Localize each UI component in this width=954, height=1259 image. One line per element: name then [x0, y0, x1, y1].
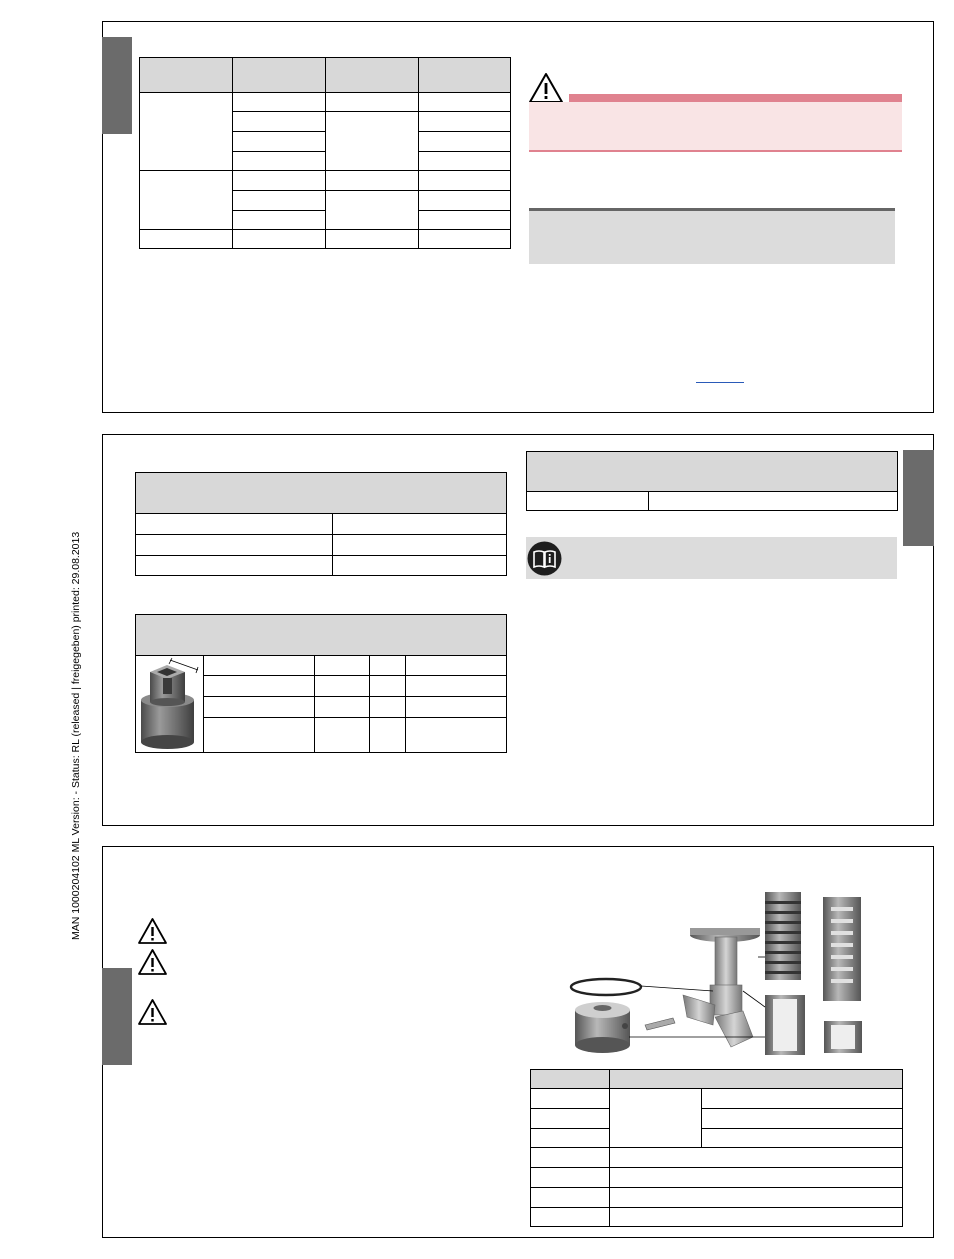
table-cell	[531, 1208, 610, 1227]
table-cell	[610, 1089, 702, 1148]
table-cell	[326, 171, 419, 191]
warning-box	[529, 102, 902, 152]
tool-table	[135, 614, 507, 753]
table-cell	[370, 656, 406, 676]
table-cell	[136, 535, 333, 556]
table-header-cell	[527, 452, 898, 492]
table-cell	[531, 1148, 610, 1168]
warning-band	[569, 94, 902, 102]
warning-icon	[137, 917, 168, 945]
table-cell	[233, 230, 326, 249]
table-cell	[702, 1089, 903, 1109]
table-header-cell	[233, 58, 326, 93]
link-underline[interactable]	[696, 382, 744, 383]
table-cell	[419, 93, 511, 112]
chapter-tab	[903, 450, 934, 546]
table-cell	[419, 171, 511, 191]
chapter-tab	[102, 968, 132, 1065]
table-cell	[233, 211, 326, 230]
parts-table	[530, 1069, 903, 1227]
table-cell	[315, 676, 370, 697]
table-cell	[610, 1168, 903, 1188]
socket-tool-icon	[136, 656, 202, 752]
table-cell	[326, 230, 419, 249]
tool-image-cell	[136, 656, 204, 753]
warning-icon	[528, 72, 564, 104]
table-cell	[419, 132, 511, 152]
table-header-cell	[419, 58, 511, 93]
table-cell	[370, 676, 406, 697]
table-cell	[326, 93, 419, 112]
page-panel-3	[102, 846, 934, 1238]
table-cell	[531, 1109, 610, 1129]
table-cell	[531, 1168, 610, 1188]
table-cell	[136, 514, 333, 535]
table-cell	[406, 656, 507, 676]
info-note-box	[526, 537, 897, 579]
table-cell	[370, 717, 406, 752]
table-cell	[204, 717, 315, 752]
table-cell	[419, 191, 511, 211]
table-cell	[531, 1188, 610, 1208]
table-cell	[326, 112, 419, 171]
table-header-cell	[136, 473, 507, 514]
table-cell	[610, 1208, 903, 1227]
table-cell	[333, 535, 507, 556]
table-cell	[140, 171, 233, 230]
document-id-side-text: MAN 1000204102 ML Version: - Status: RL (released | freigegeben) printed: 29.08.2013	[70, 531, 82, 940]
table-cell	[702, 1129, 903, 1148]
table-cell	[649, 492, 898, 511]
table-cell	[140, 230, 233, 249]
small-spec-table	[135, 472, 507, 576]
chapter-tab	[102, 37, 132, 134]
table-cell	[419, 152, 511, 171]
table-header-cell	[326, 58, 419, 93]
note-box	[529, 208, 895, 264]
info-book-icon	[527, 541, 562, 576]
table-cell	[333, 556, 507, 576]
table-header-cell	[531, 1070, 610, 1089]
table-cell	[610, 1188, 903, 1208]
table-cell	[326, 191, 419, 230]
valve-assembly-illustration	[565, 887, 877, 1065]
page-panel-2	[102, 434, 934, 826]
table-cell	[136, 556, 333, 576]
table-cell	[233, 132, 326, 152]
table-cell	[531, 1089, 610, 1109]
warning-icon	[137, 998, 168, 1026]
table-cell	[233, 152, 326, 171]
warning-icon	[137, 948, 168, 976]
table-cell	[204, 656, 315, 676]
table-cell	[204, 697, 315, 717]
table-cell	[315, 656, 370, 676]
table-cell	[406, 697, 507, 717]
table-cell	[419, 230, 511, 249]
table-cell	[315, 697, 370, 717]
right-table	[526, 451, 898, 511]
table-cell	[233, 93, 326, 112]
table-cell	[610, 1148, 903, 1168]
table-cell	[233, 171, 326, 191]
table-cell	[406, 717, 507, 752]
spec-table	[139, 57, 511, 249]
table-cell	[233, 191, 326, 211]
table-cell	[233, 112, 326, 132]
table-cell	[333, 514, 507, 535]
table-cell	[702, 1109, 903, 1129]
table-header-cell	[136, 615, 507, 656]
table-cell	[419, 211, 511, 230]
table-header-cell	[140, 58, 233, 93]
table-cell	[315, 717, 370, 752]
table-cell	[527, 492, 649, 511]
table-cell	[204, 676, 315, 697]
table-cell	[531, 1129, 610, 1148]
page-panel-1	[102, 21, 934, 413]
table-cell	[419, 112, 511, 132]
table-cell	[406, 676, 507, 697]
table-header-cell	[610, 1070, 903, 1089]
table-cell	[140, 93, 233, 171]
table-cell	[370, 697, 406, 717]
